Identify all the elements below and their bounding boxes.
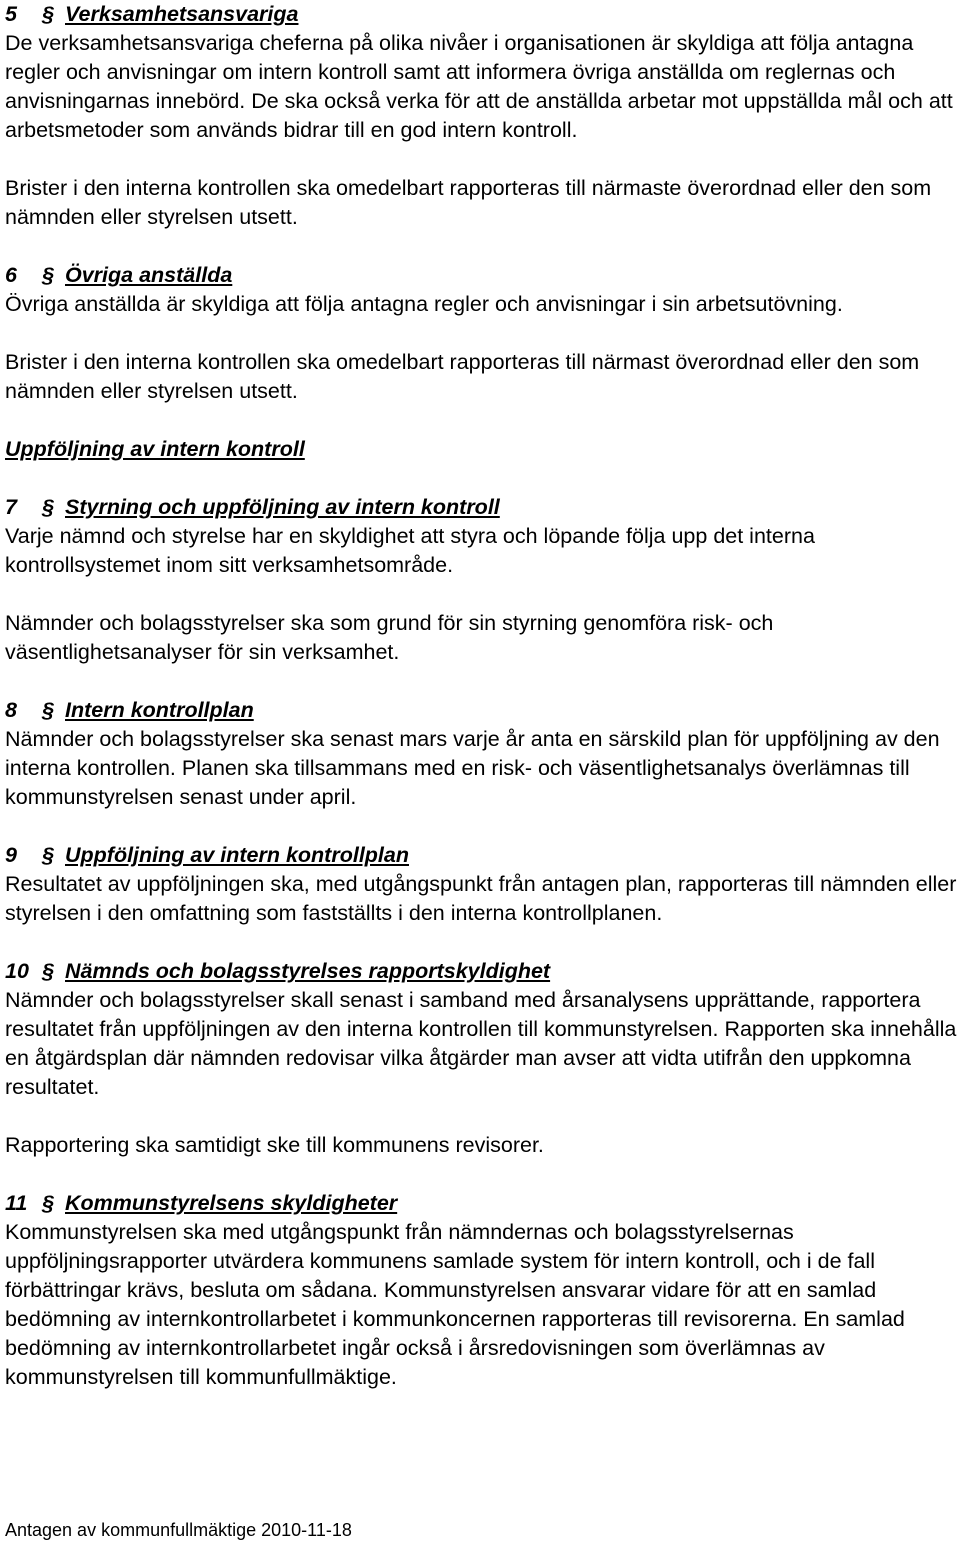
section-title: Nämnds och bolagsstyrelses rapportskyldighet: [65, 959, 551, 983]
section-heading: [5, 493, 960, 522]
section-title: Intern kontrollplan: [65, 698, 254, 722]
section-number: 11: [5, 1191, 28, 1215]
paragraph: Resultatet av uppföljningen ska, med utgångspunkt från antagen plan, rapporteras till nämnden eller styrelsen i den omfattning som fastställts i den interna kontrollplanen.: [5, 872, 957, 925]
page-footer: Antagen av kommunfullmäktige 2010-11-18: [5, 1520, 352, 1540]
section-heading: [5, 1189, 960, 1218]
section-heading: [5, 696, 960, 725]
section-sign: §: [42, 2, 54, 26]
section-6: [5, 261, 960, 406]
section-heading: [5, 957, 960, 986]
section-number: 5: [5, 2, 17, 26]
section-number: 8: [5, 698, 17, 722]
section-title: Kommunstyrelsens skyldigheter: [65, 1191, 398, 1215]
section-sign: §: [42, 843, 54, 867]
section-8: [5, 696, 960, 812]
paragraph: Brister i den interna kontrollen ska omedelbart rapporteras till närmaste överordnad eller den som nämnden eller styrelsen utsett.: [5, 176, 932, 229]
paragraph: De verksamhetsansvariga cheferna på olika nivåer i organisationen är skyldiga att följa antagna regler och anvisningar om intern kontroll samt att informera övriga anställda om reglernas och anvisningarnas innebörd. De ska också verka för att de anställda arbetar mot uppställda mål och att arbetsmetoder som används bidrar till en god intern kontroll.: [5, 31, 953, 142]
section-11: [5, 1189, 960, 1392]
paragraph: Övriga anställda är skyldiga att följa antagna regler och anvisningar i sin arbetsutövning.: [5, 292, 843, 316]
section-sign: §: [42, 1191, 54, 1215]
section-sign: §: [42, 959, 54, 983]
paragraph: Nämnder och bolagsstyrelser skall senast i samband med årsanalysens upprättande, rapportera resultatet från uppföljningen av den interna kontrollen till kommunstyrelsen. Rapporten ska innehålla en åtgärdsplan där nämnden redovisar vilka åtgärder man avser att vidta utifrån den uppkomna resultatet.: [5, 988, 957, 1099]
section-number: 7: [5, 495, 17, 519]
section-title: Övriga anställda: [65, 263, 233, 287]
section-heading: [5, 261, 960, 290]
section-7: [5, 493, 960, 667]
section-title: Styrning och uppföljning av intern kontroll: [65, 495, 500, 519]
section-heading: [5, 0, 960, 29]
section-sign: §: [42, 698, 54, 722]
paragraph: Nämnder och bolagsstyrelser ska som grund för sin styrning genomföra risk- och väsentlighetsanalyser för sin verksamhet.: [5, 611, 774, 664]
section-title: Uppföljning av intern kontrollplan: [65, 843, 409, 867]
section-10: [5, 957, 960, 1160]
paragraph: Brister i den interna kontrollen ska omedelbart rapporteras till närmast överordnad eller den som nämnden eller styrelsen utsett.: [5, 350, 920, 403]
section-sign: §: [42, 263, 54, 287]
section-number: 6: [5, 263, 17, 287]
document-body: [5, 0, 960, 1392]
section-number: 10: [5, 959, 29, 983]
section-9: [5, 841, 960, 928]
paragraph: Nämnder och bolagsstyrelser ska senast mars varje år anta en särskild plan för uppföljning av den interna kontrollen. Planen ska tillsammans med en risk- och väsentlighetsanalys överlämnas till kommunstyrelsen senast under april.: [5, 727, 940, 809]
section-sign: §: [42, 495, 54, 519]
section-title: Verksamhetsansvariga: [65, 2, 299, 26]
section-heading: [5, 841, 960, 870]
paragraph: Varje nämnd och styrelse har en skyldighet att styra och löpande följa upp det interna kontrollsystemet inom sitt verksamhetsområde.: [5, 524, 815, 577]
section-number: 9: [5, 843, 17, 867]
paragraph: Rapportering ska samtidigt ske till kommunens revisorer.: [5, 1133, 544, 1157]
part-heading: Uppföljning av intern kontroll: [5, 437, 305, 461]
section-5: [5, 0, 960, 232]
paragraph: Kommunstyrelsen ska med utgångspunkt från nämndernas och bolagsstyrelsernas uppföljningsrapporter utvärdera kommunens samlade system för intern kontroll, och i de fall förbättringar krävs, besluta om sådana. Kommunstyrelsen ansvarar vidare för att en samlad bedömning av internkontrollarbetet i kommunkoncernen rapporteras till revisorerna. En samlad bedömning av internkontrollarbetet ingår också i årsredovisningen som överlämnas av kommunstyrelsen till kommunfullmäktige.: [5, 1220, 905, 1389]
